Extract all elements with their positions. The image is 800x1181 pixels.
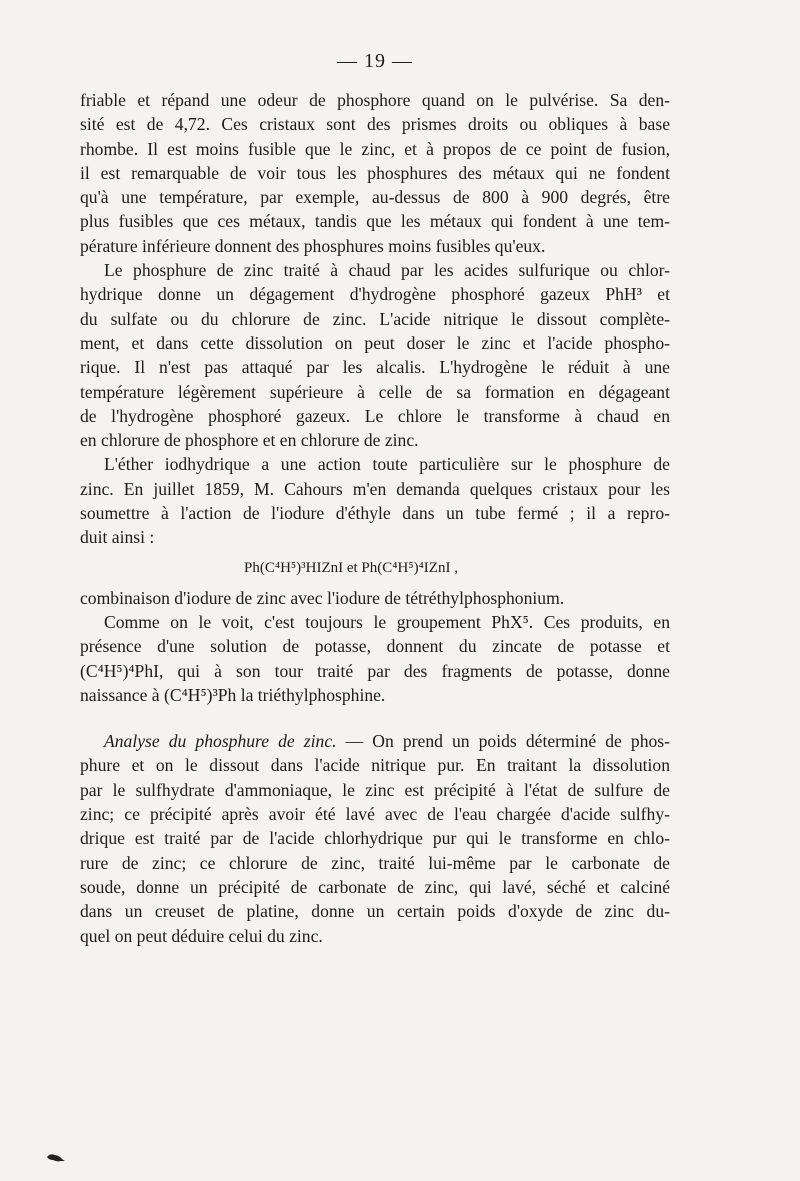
text-line: combinaison d'iodure de zinc avec l'iodure de tétréthylphosphonium. — [80, 587, 565, 608]
paragraph-2 — [80, 258, 670, 452]
text-line: en chlorure de phosphore et en chlorure de zinc. — [80, 430, 419, 451]
text-line: zinc. En juillet 1859, M. Cahours m'en demanda quelques cristaux pour les — [80, 478, 670, 499]
text-line: L'éther iodhydrique a une action toute particulière sur le phosphure de — [104, 454, 670, 475]
text-line: dans un creuset de platine, donne un certain poids d'oxyde de zinc du- — [80, 901, 670, 922]
text-line: ment, et dans cette dissolution on peut doser le zinc et l'acide phospho- — [80, 332, 670, 353]
text-line: du sulfate ou du chlorure de zinc. L'acide nitrique le dissout complète- — [80, 308, 670, 329]
analysis-section — [80, 729, 670, 948]
text-line: plus fusibles que ces métaux, tandis que les métaux qui fondent à une tem- — [80, 211, 670, 232]
text-line: pérature inférieure donnent des phosphures moins fusibles qu'eux. — [80, 235, 546, 256]
text-line: friable et répand une odeur de phosphore quand on le pulvérise. Sa den- — [80, 90, 670, 110]
text-line: zinc; ce précipité après avoir été lavé avec de l'eau chargée d'acide sulfhy- — [80, 804, 670, 825]
text-line: soumettre à l'action de l'iodure d'éthyle dans un tube fermé ; il a repro- — [80, 503, 670, 524]
text-line: phure et on le dissout dans l'acide nitrique pur. En traitant la dissolution — [80, 755, 670, 776]
text-line: présence d'une solution de potasse, donnent du zincate de potasse et — [80, 636, 670, 657]
page-number: — 19 — — [337, 50, 413, 72]
text-line: rique. Il n'est pas attaqué par les alcalis. L'hydrogène le réduit à une — [80, 357, 670, 378]
text-line: duit ainsi : — [80, 527, 155, 548]
text-line: drique est traité par de l'acide chlorhydrique pur qui le transforme en chlo- — [80, 828, 670, 849]
text-line: rhombe. Il est moins fusible que le zinc, et à propos de ce point de fusion, — [80, 138, 670, 159]
ink-blot-mark — [46, 1152, 66, 1164]
text-line: hydrique donne un dégagement d'hydrogène phosphoré gazeux PhH³ et — [80, 284, 670, 305]
text-line: rure de zinc; ce chlorure de zinc, traité lui-même par le carbonate de — [80, 852, 670, 873]
text-line: sité est de 4,72. Ces cristaux sont des prismes droits ou obliques à base — [80, 114, 670, 135]
text-line: naissance à (C⁴H⁵)³Ph la triéthylphosphine. — [80, 684, 386, 705]
text-line: température légèrement supérieure à celle de sa formation en dégageant — [80, 381, 670, 402]
text-line: (C⁴H⁵)⁴PhI, qui à son tour traité par des fragments de potasse, donne — [80, 660, 670, 681]
paragraph-4 — [80, 610, 670, 707]
section-first-line: On prend un poids déterminé de phos- — [372, 731, 671, 752]
paragraph-3 — [80, 452, 670, 609]
text-line: par le sulfhydrate d'ammoniaque, le zinc est précipité à l'état de sulfure de — [80, 779, 670, 800]
section-spacer — [80, 707, 670, 729]
section-dash: — — [336, 731, 373, 752]
text-line: qu'à une température, par exemple, au-dessus de 800 à 900 degrés, être — [80, 187, 670, 208]
text-line: Le phosphure de zinc traité à chaud par les acides sulfurique ou chlor- — [104, 260, 670, 281]
text-line: Comme on le voit, c'est toujours le groupement PhX⁵. Ces produits, en — [104, 611, 670, 632]
text-line: de l'hydrogène phosphoré gazeux. Le chlore le transforme à chaud en — [80, 405, 670, 426]
chemical-formula: Ph(C⁴H⁵)³HIZnI et Ph(C⁴H⁵)⁴IZnI , — [244, 559, 458, 576]
section-title: Analyse du phosphure de zinc. — [104, 731, 337, 752]
text-line: il est remarquable de voir tous les phosphures des métaux qui ne fondent — [80, 162, 670, 183]
text-line — [80, 729, 670, 753]
text-line: quel on peut déduire celui du zinc. — [80, 925, 323, 946]
text-line: soude, donne un précipité de carbonate de zinc, qui lavé, séché et calciné — [80, 876, 670, 897]
body-text — [80, 88, 670, 948]
paragraph-1 — [80, 88, 670, 258]
